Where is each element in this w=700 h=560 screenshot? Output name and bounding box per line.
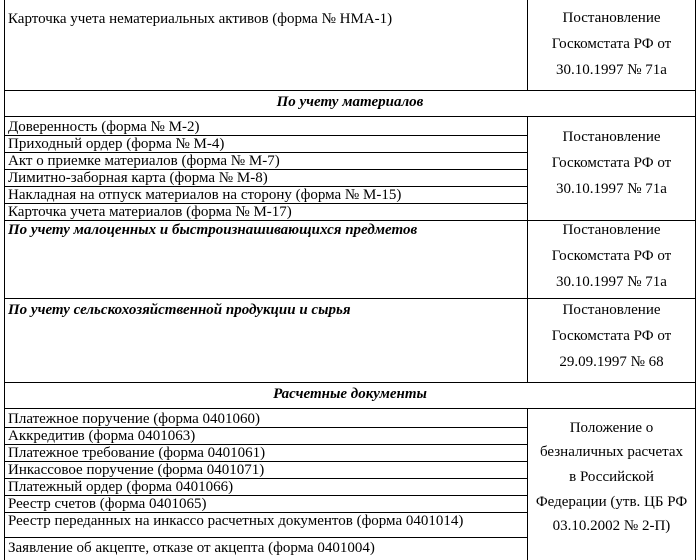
- basis-line: Постановление: [562, 10, 661, 26]
- form-item: Заявление об акцепте, отказе от акцепта (форма 0401004): [8, 540, 375, 556]
- basis-line: Постановление: [562, 222, 661, 238]
- basis-line: в Российской: [569, 469, 654, 485]
- form-item: Карточка учета нематериальных активов (форма № НМА-1): [8, 11, 393, 27]
- form-item: Аккредитив (форма 0401063): [8, 428, 196, 444]
- form-item: Платежное требование (форма 0401061): [8, 445, 266, 461]
- item-divider: [4, 537, 527, 538]
- form-item: Платежный ордер (форма 0401066): [8, 479, 234, 495]
- section-heading: Расчетные документы: [273, 386, 427, 402]
- form-item: Акт о приемке материалов (форма № М-7): [8, 153, 280, 169]
- basis-line: Госкомстата РФ от: [551, 155, 672, 171]
- basis-line: 03.10.2002 № 2-П): [552, 518, 671, 534]
- section-heading: По учету сельскохозяйственной продукции и сырья: [8, 302, 351, 318]
- form-item: Реестр счетов (форма 0401065): [8, 496, 207, 512]
- basis-line: 30.10.1997 № 71а: [556, 274, 667, 290]
- form-item: Карточка учета материалов (форма № М-17): [8, 204, 292, 220]
- form-item: Платежное поручение (форма 0401060): [8, 411, 261, 427]
- basis-line: безналичных расчетах: [539, 444, 684, 460]
- section-heading: По учету малоценных и быстроизнашивающихся предметов: [8, 222, 418, 238]
- row-divider: [4, 298, 696, 299]
- form-item: Реестр переданных на инкассо расчетных документов (форма 0401014): [8, 513, 464, 529]
- form-item: Приходный ордер (форма № М-4): [8, 136, 225, 152]
- form-item: Доверенность (форма № М-2): [8, 119, 200, 135]
- basis-line: 30.10.1997 № 71а: [556, 62, 667, 78]
- row-divider: [4, 90, 696, 91]
- form-item: Накладная на отпуск материалов на сторону (форма № М-15): [8, 187, 402, 203]
- form-item: Инкассовое поручение (форма 0401071): [8, 462, 265, 478]
- table-left-border: [4, 0, 5, 560]
- section-heading: По учету материалов: [276, 94, 424, 110]
- row-divider: [4, 116, 696, 117]
- row-divider: [4, 408, 696, 409]
- form-item: Лимитно-заборная карта (форма № М-8): [8, 170, 268, 186]
- row-divider: [4, 382, 696, 383]
- basis-line: Госкомстата РФ от: [551, 248, 672, 264]
- table-right-border: [695, 0, 696, 560]
- basis-line: Госкомстата РФ от: [551, 36, 672, 52]
- basis-line: Федерации (утв. ЦБ РФ: [535, 494, 688, 510]
- basis-line: Постановление: [562, 302, 661, 318]
- basis-line: 29.09.1997 № 68: [559, 354, 664, 370]
- basis-line: Постановление: [562, 129, 661, 145]
- basis-line: Госкомстата РФ от: [551, 328, 672, 344]
- basis-line: 30.10.1997 № 71а: [556, 181, 667, 197]
- basis-line: Положение о: [569, 420, 654, 436]
